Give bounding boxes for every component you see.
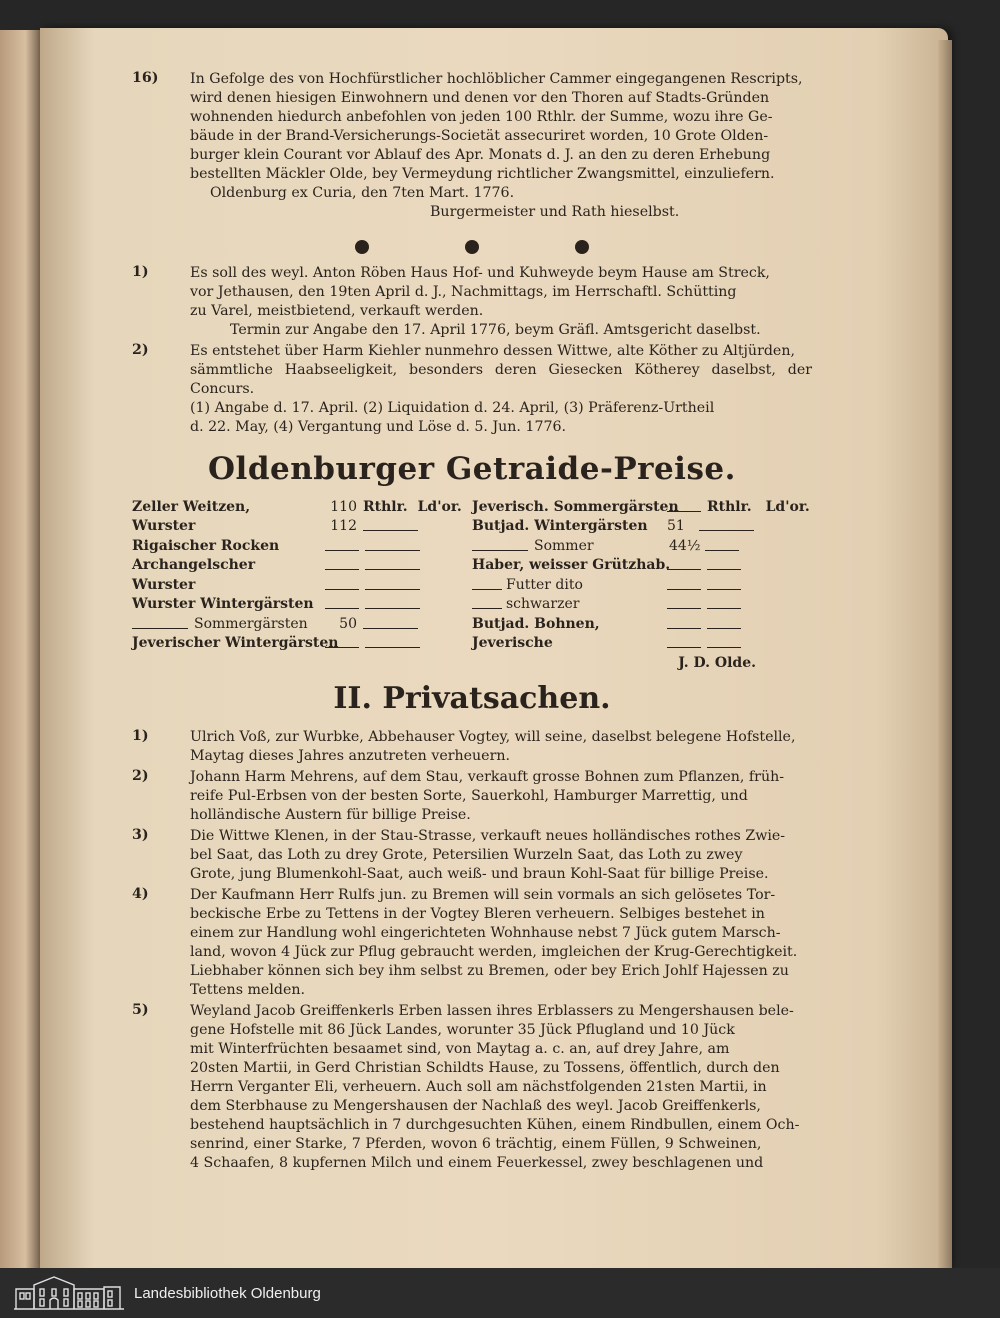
- grain-row: [472, 517, 812, 537]
- empty-price-line: [365, 599, 420, 609]
- page-edge: [938, 40, 952, 1268]
- item-number: 2): [132, 342, 149, 358]
- divider-dot: [355, 240, 369, 254]
- empty-price-line: [325, 580, 359, 590]
- grain-price: 50: [339, 615, 357, 632]
- text-line: bestellten Mäckler Olde, bey Vermeydung richtlicher Zwangsmittel, einzuliefern.: [190, 166, 775, 182]
- empty-price-line: [667, 502, 701, 512]
- grain-name: Sommergärsten: [194, 615, 308, 632]
- grain-row: [472, 575, 812, 595]
- text-line: dem Sterbhause zu Mengershausen der Nachlaß des weyl. Jacob Greiffenkerls,: [190, 1098, 761, 1114]
- text-line: einem zur Handlung wohl eingerichteten Wohnhause nebst 7 Jück gutem Marsch-: [190, 925, 781, 941]
- grain-name: Archangelscher: [132, 557, 256, 574]
- private-item: [132, 728, 812, 766]
- text-line: wird denen hiesigen Einwohnern und denen vor den Thoren auf Stadts-Gründen: [190, 90, 770, 106]
- text-line: Maytag dieses Jahres anzutreten verheuern.: [190, 748, 511, 764]
- text-line: bel Saat, das Loth zu drey Grote, Petersilien Wurzeln Saat, das Loth zu zwey: [190, 847, 743, 863]
- text-line: holländische Austern für billige Preise.: [190, 807, 471, 823]
- section-divider: [132, 240, 812, 254]
- item-number: 4): [132, 886, 149, 902]
- text-line: burger klein Courant vor Ablauf des Apr. Monats d. J. an den zu deren Erhebung: [190, 147, 771, 163]
- text-line: vor Jethausen, den 19ten April d. J., Nachmittags, im Herrschaftl. Schütting: [190, 284, 737, 300]
- grain-price: 110: [330, 498, 357, 515]
- text-line: Liebhaber können sich bey ihm selbst zu Bremen, oder bey Erich Johlf Hajessen zu: [190, 963, 789, 979]
- item-number: 5): [132, 1002, 149, 1018]
- grain-name: Jeverisch. Sommergärsten: [472, 498, 679, 515]
- leader-line: [472, 541, 528, 551]
- library-building-icon: [14, 1275, 124, 1311]
- grain-name: Wurster Wintergärsten: [132, 596, 314, 613]
- grain-column-right: [472, 497, 812, 653]
- unit-rthlr: Rthlr.: [363, 498, 408, 515]
- grain-row: [132, 634, 472, 654]
- empty-price-line: [707, 580, 741, 590]
- grain-row: [472, 634, 812, 654]
- grain-price: 51: [667, 518, 685, 535]
- text-line: 4 Schaafen, 8 kupfernen Milch und einem Feuerkessel, zwey beschlagenen und: [190, 1155, 764, 1171]
- grain-price-table: [132, 497, 812, 653]
- text-line: land, wovon 4 Jück zur Pflug gebraucht werden, imgleichen der Krug-Gerechtigkeit.: [190, 944, 798, 960]
- empty-price-line: [325, 599, 359, 609]
- unit-rthlr: Rthlr.: [707, 498, 752, 515]
- text-line: Es entstehet über Harm Kiehler nunmehro dessen Wittwe, alte Köther zu Altjürden,: [190, 343, 795, 359]
- grain-row: [132, 614, 472, 634]
- text-line: Weyland Jacob Greiffenkerls Erben lassen ihres Erblassers zu Mengershausen bele-: [190, 1003, 794, 1019]
- grain-signature: J. D. Olde.: [678, 655, 756, 671]
- grain-row: [472, 595, 812, 615]
- grain-row: [132, 497, 472, 517]
- empty-price-line: [705, 541, 739, 551]
- empty-price-line: [707, 560, 741, 570]
- grain-name: Butjad. Bohnen,: [472, 615, 600, 632]
- text-line: Johann Harm Mehrens, auf dem Stau, verkauft grosse Bohnen zum Pflanzen, früh-: [190, 769, 785, 785]
- grain-row: [132, 575, 472, 595]
- text-line: (1) Angabe d. 17. April. (2) Liquidation d. 24. April, (3) Präferenz-Urtheil: [190, 400, 715, 416]
- unit-ldor: Ld'or.: [417, 498, 462, 515]
- text-line: Der Kaufmann Herr Rulfs jun. zu Bremen will sein vormals an sich gelösetes Tor-: [190, 887, 776, 903]
- empty-price-line: [667, 619, 701, 629]
- leader-line: [472, 599, 502, 609]
- text-line: senrind, einer Starke, 7 Pferden, wovon 6 trächtig, einem Füllen, 9 Schweinen,: [190, 1136, 762, 1152]
- item-number: 1): [132, 728, 149, 744]
- grain-row: [472, 497, 812, 517]
- divider-dot: [575, 240, 589, 254]
- empty-price-line: [363, 521, 418, 531]
- text-line: Herrn Verganter Eli, verheuern. Auch soll am nächstfolgenden 21sten Martii, in: [190, 1079, 767, 1095]
- grain-name: schwarzer: [506, 596, 580, 613]
- grain-price: 112: [330, 518, 357, 535]
- grain-name: Rigaischer Rocken: [132, 537, 280, 554]
- text-line: wohnenden hiedurch anbefohlen von jeden 100 Rthlr. der Summe, wozu ihre Ge-: [190, 109, 773, 125]
- private-item: [132, 768, 812, 825]
- item-number: 2): [132, 768, 149, 784]
- grain-row: [132, 595, 472, 615]
- unit-ldor: Ld'or.: [765, 498, 810, 515]
- empty-price-line: [365, 541, 420, 551]
- page-content: [132, 70, 812, 1175]
- text-line: bestehend hauptsächlich in 7 durchgesuchten Kühen, einem Rindbullen, einem Och-: [190, 1117, 800, 1133]
- empty-price-line: [365, 580, 420, 590]
- text-line: Ulrich Voß, zur Wurbke, Abbehauser Vogtey, will seine, daselbst belegene Hofstelle,: [190, 729, 796, 745]
- item-number: 16): [132, 70, 159, 86]
- grain-name: Zeller Weitzen,: [132, 498, 251, 515]
- grain-row: [472, 536, 812, 556]
- text-line: bäude in der Brand-Versicherungs-Societät assecuriret worden, 10 Grote Olden-: [190, 128, 769, 144]
- facing-page-edge: [0, 30, 42, 1268]
- empty-price-line: [667, 560, 701, 570]
- grain-row: [472, 556, 812, 576]
- date-line: Oldenburg ex Curia, den 7ten Mart. 1776.: [210, 185, 515, 201]
- signature: Burgermeister und Rath hieselbst.: [430, 204, 680, 220]
- text-line: Tettens melden.: [190, 982, 305, 998]
- grain-name: Butjad. Wintergärsten: [472, 518, 648, 535]
- grain-name: Jeverische: [472, 635, 553, 652]
- empty-price-line: [325, 541, 359, 551]
- grain-row: [132, 556, 472, 576]
- empty-price-line: [667, 599, 701, 609]
- item-number: 1): [132, 264, 149, 280]
- text-line: 20sten Martii, in Gerd Christian Schildts Hause, zu Tossens, öffentlich, durch den: [190, 1060, 780, 1076]
- leader-line: [472, 580, 502, 590]
- empty-price-line: [707, 599, 741, 609]
- grain-column-left: [132, 497, 472, 653]
- estate-notice: [132, 264, 812, 340]
- text-line: Termin zur Angabe den 17. April 1776, beym Gräfl. Amtsgericht daselbst.: [230, 322, 761, 338]
- empty-price-line: [325, 560, 359, 570]
- grain-prices-title: Oldenburger Getraide-Preise.: [208, 451, 736, 487]
- text-line: gene Hofstelle mit 86 Jück Landes, worunter 35 Jück Pflugland und 10 Jück: [190, 1022, 735, 1038]
- empty-price-line: [363, 619, 418, 629]
- grain-row: [132, 536, 472, 556]
- empty-price-line: [667, 638, 701, 648]
- text-line: beckische Erbe zu Tettens in der Vogtey Bleren verheuern. Selbiges bestehet in: [190, 906, 765, 922]
- private-item: [132, 886, 812, 1000]
- text-line: mit Winterfrüchten besaamet sind, von Maytag a. c. an, auf drey Jahre, am: [190, 1041, 730, 1057]
- divider-dot: [465, 240, 479, 254]
- empty-price-line: [365, 560, 420, 570]
- text-line: Die Wittwe Klenen, in der Stau-Strasse, verkauft neues holländisches rothes Zwie-: [190, 828, 786, 844]
- leader-line: [132, 619, 188, 629]
- empty-price-line: [707, 619, 741, 629]
- grain-name: Haber, weisser Grützhab.: [472, 557, 671, 574]
- text-line: Grote, jung Blumenkohl-Saat, auch weiß- und braun Kohl-Saat für billige Preise.: [190, 866, 769, 882]
- text-line: d. 22. May, (4) Vergantung und Löse d. 5. Jun. 1776.: [190, 419, 567, 435]
- grain-row: [472, 614, 812, 634]
- grain-price: 44½: [669, 537, 701, 554]
- estate-notice: [132, 342, 812, 437]
- grain-name: Jeverischer Wintergärsten: [132, 635, 339, 652]
- library-footer: [0, 1268, 1000, 1318]
- library-name: Landesbibliothek Oldenburg: [134, 1284, 321, 1302]
- empty-price-line: [365, 638, 420, 648]
- empty-price-line: [707, 638, 741, 648]
- text-line: Es soll des weyl. Anton Röben Haus Hof- und Kuhweyde beym Hause am Streck,: [190, 265, 770, 281]
- notice-16: [132, 70, 812, 222]
- empty-price-line: [699, 521, 754, 531]
- text-line: sämmtliche Haabseeligkeit, besonders deren Giesecken Kötherey daselbst, der Concurs.: [190, 362, 812, 397]
- empty-price-line: [325, 638, 359, 648]
- private-item: [132, 827, 812, 884]
- text-line: zu Varel, meistbietend, verkauft werden.: [190, 303, 484, 319]
- item-number: 3): [132, 827, 149, 843]
- text-line: reife Pul-Erbsen von der besten Sorte, Sauerkohl, Hamburger Marrettig, und: [190, 788, 748, 804]
- private-section-title: II. Privatsachen.: [333, 681, 611, 716]
- empty-price-line: [667, 580, 701, 590]
- grain-name: Futter dito: [506, 576, 583, 593]
- grain-name: Wurster: [132, 576, 196, 593]
- grain-row: [132, 517, 472, 537]
- text-line: In Gefolge des von Hochfürstlicher hochlöblicher Cammer eingegangenen Rescripts,: [190, 71, 803, 87]
- grain-name: Sommer: [534, 537, 594, 554]
- grain-name: Wurster: [132, 518, 196, 535]
- private-item: [132, 1002, 812, 1173]
